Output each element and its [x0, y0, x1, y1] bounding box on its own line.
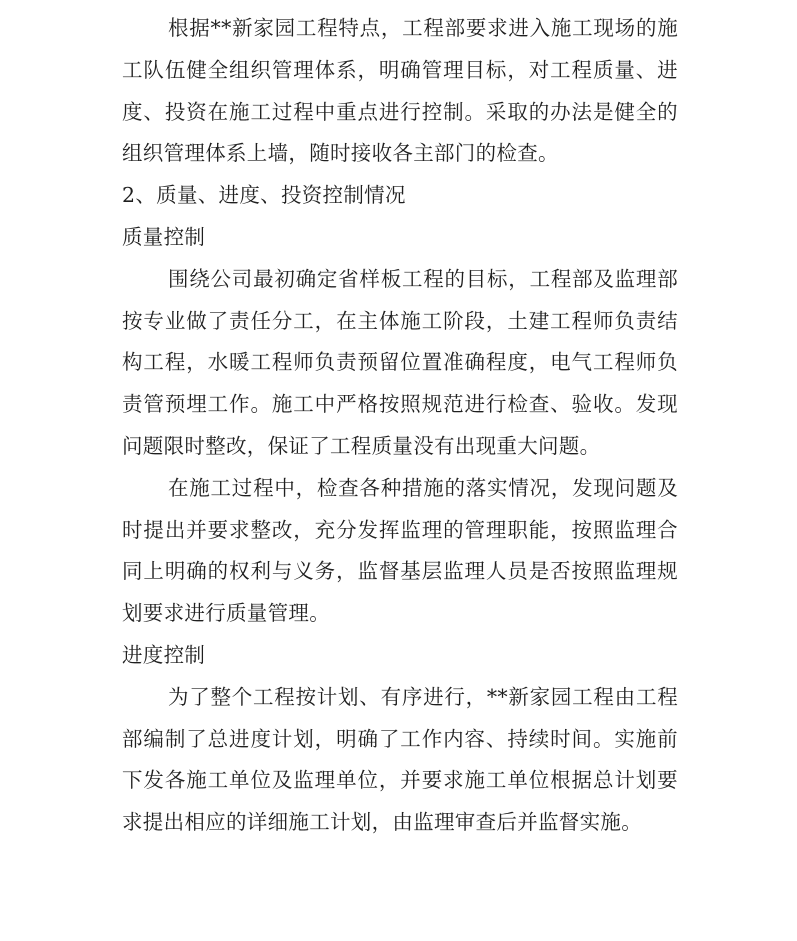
document-body: [122, 8, 678, 844]
paragraph-progress-plan: 为了整个工程按计划、有序进行，**新家园工程由工程部编制了总进度计划，明确了工作内容、持续时间。实施前下发各施工单位及监理单位，并要求施工单位根据总计划要求提出相应的详细施工计划，由监理审查后并监督实施。: [122, 684, 678, 835]
section-heading-control-status: 2、质量、进度、投资控制情况: [122, 183, 406, 208]
paragraph-quality-responsibility: 围绕公司最初确定省样板工程的目标，工程部及监理部按专业做了责任分工，在主体施工阶段，土建工程师负责结构工程，水暖工程师负责预留位置准确程度，电气工程师负责管预埋工作。施工中严格按照规范进行检查、验收。发现问题限时整改，保证了工程质量没有出现重大问题。: [122, 266, 678, 458]
paragraph-management-system: 根据**新家园工程特点，工程部要求进入施工现场的施工队伍健全组织管理体系，明确管理目标，对工程质量、进度、投资在施工过程中重点进行控制。采取的办法是健全的组织管理体系上墙，随时接收各主部门的检查。: [122, 16, 678, 166]
subheading-progress-control: 进度控制: [122, 642, 206, 667]
subheading-quality-control: 质量控制: [122, 224, 206, 249]
paragraph-quality-inspection: 在施工过程中，检查各种措施的落实情况，发现问题及时提出并要求整改，充分发挥监理的管理职能，按照监理合同上明确的权利与义务，监督基层监理人员是否按照监理规划要求进行质量管理。: [122, 475, 678, 626]
